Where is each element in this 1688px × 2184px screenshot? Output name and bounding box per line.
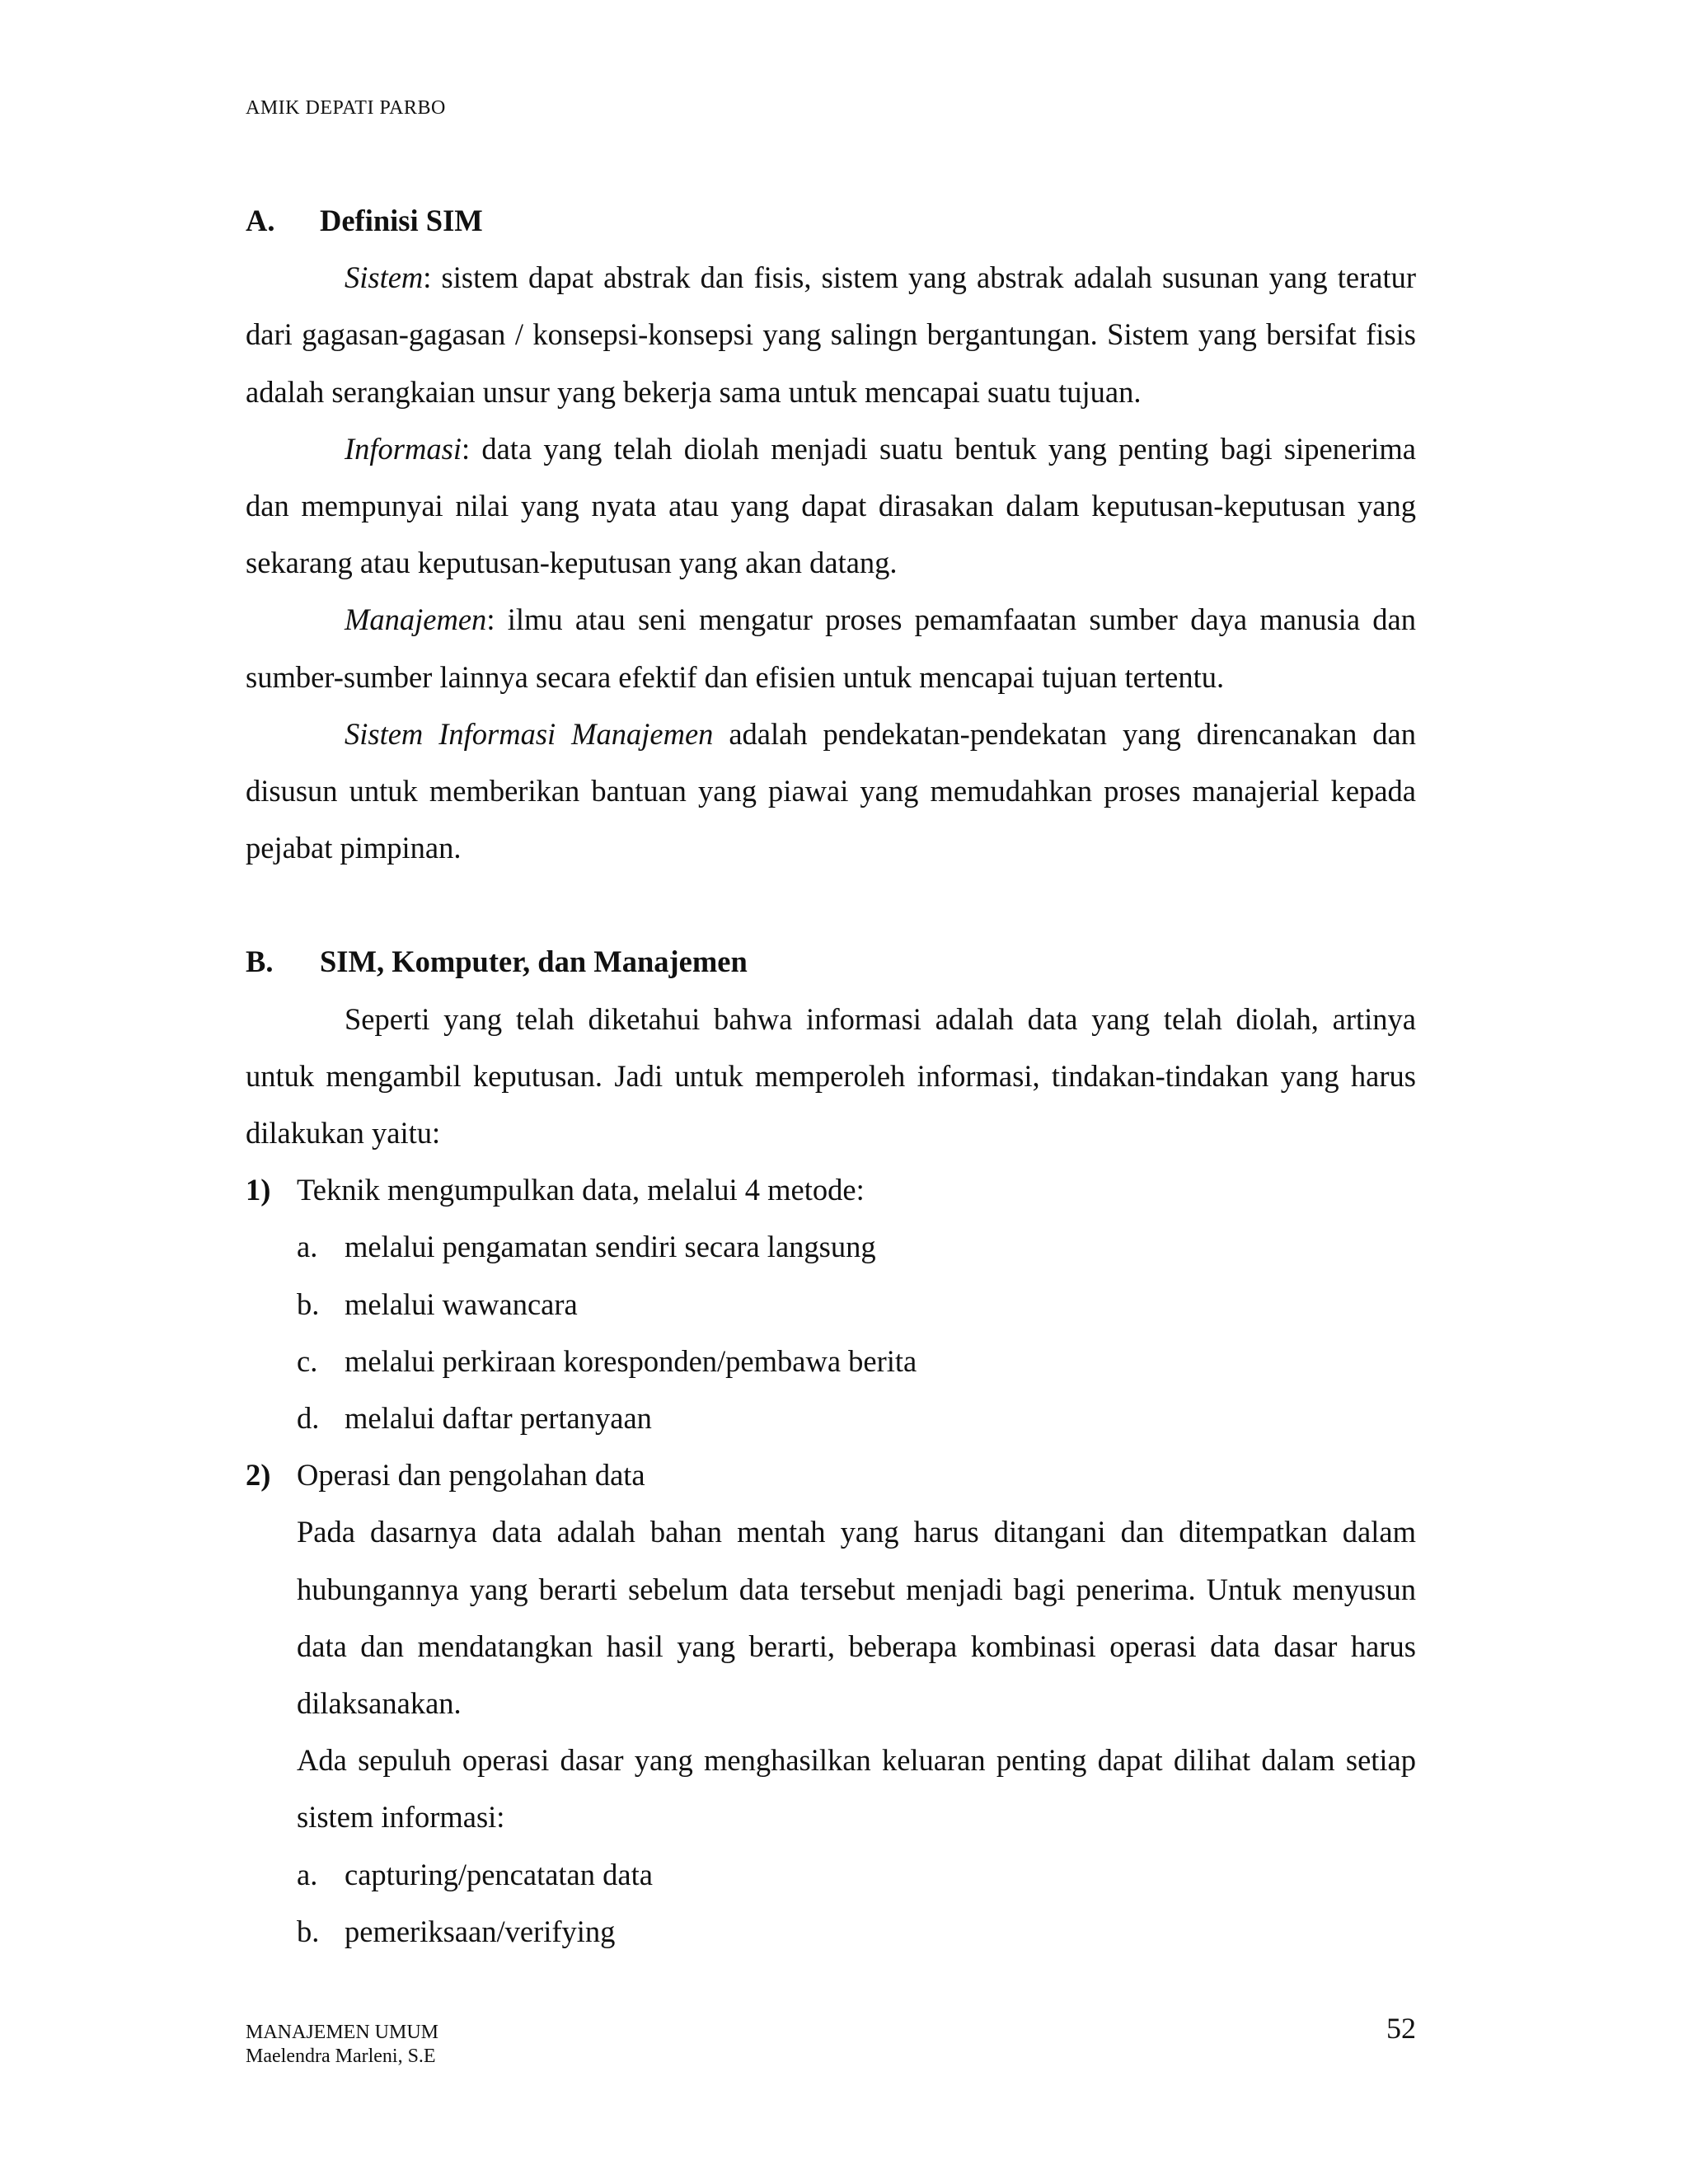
operation-list (297, 1846, 1416, 1960)
definition-sistem (246, 249, 1416, 420)
item-text: Operasi dan pengolahan data (297, 1458, 645, 1493)
item-2-paragraph-1: Pada dasarnya data adalah bahan mentah yang harus ditangani dan ditempatkan dalam hubungannya yang berarti sebelum data tersebut menjadi bagi penerima. Untuk menyusun data dan mendatangkan hasil yang berarti, beberapa kombinasi operasi data dasar harus dilaksanakan. (297, 1515, 1416, 1721)
numbered-item-1 (246, 1161, 1416, 1218)
list-marker: b. (297, 1286, 320, 1321)
section-spacer (246, 876, 1416, 933)
list-item-text: melalui pengamatan sendiri secara langsung (345, 1230, 876, 1264)
list-item (297, 1218, 1416, 1275)
item-number: 2) (246, 1458, 271, 1493)
list-marker: c. (297, 1343, 318, 1378)
definition-text: : ilmu atau seni mengatur proses pemamfaatan sumber daya manusia dan sumber-sumber lainnya secara efektif dan efisien untuk mencapai tujuan tertentu. (246, 602, 1416, 694)
footer-course: MANAJEMEN UMUM (246, 2022, 439, 2043)
list-item (297, 1276, 1416, 1333)
definition-term: Sistem (345, 260, 424, 295)
list-item-text: melalui perkiraan koresponden/pembawa berita (345, 1343, 917, 1378)
item-2-paragraph-2: Ada sepuluh operasi dasar yang menghasilkan keluaran penting dapat dilihat dalam setiap sistem informasi: (297, 1743, 1416, 1835)
method-list (297, 1218, 1416, 1446)
definition-manajemen (246, 591, 1416, 705)
item-number: 1) (246, 1173, 271, 1207)
page-number: 52 (1386, 2012, 1416, 2045)
page-footer (246, 2021, 438, 2069)
section-b-letter: B. (246, 944, 274, 979)
definition-term: Manajemen (345, 602, 487, 637)
list-item (297, 1846, 1416, 1903)
definition-text: : data yang telah diolah menjadi suatu bentuk yang penting bagi sipenerima dan mempunyai nilai yang nyata atau yang dapat dirasakan dalam keputusan-keputusan yang sekarang atau keputusan-keputusan yang akan datang. (246, 431, 1416, 580)
list-marker: a. (297, 1230, 318, 1264)
footer-author: Maelendra Marleni, S.E (246, 2046, 436, 2067)
list-item-text: capturing/pencatatan data (345, 1857, 653, 1891)
section-a-heading (246, 192, 1416, 249)
list-item (297, 1333, 1416, 1390)
definition-text: adalah pendekatan-pendekatan yang direncanakan dan disusun untuk memberikan bantuan yang piawai yang memudahkan proses manajerial kepada pejabat pimpinan. (246, 716, 1416, 865)
definition-text: : sistem dapat abstrak dan fisis, sistem yang abstrak adalah susunan yang teratur dari gagasan-gagasan / konsepsi-konsepsi yang salingn bergantungan. Sistem yang bersifat fisis adalah serangkaian unsur yang bekerja sama untuk mencapai suatu tujuan. (246, 260, 1416, 409)
definition-term: Informasi (345, 431, 462, 466)
item-text: Teknik mengumpulkan data, melalui 4 metode: (297, 1173, 865, 1207)
list-item (297, 1390, 1416, 1446)
page-body (246, 192, 1416, 1960)
definition-term: Sistem Informasi Manajemen (345, 716, 714, 751)
section-a-title: Definisi SIM (320, 204, 483, 237)
definition-sim (246, 705, 1416, 877)
section-b-intro: Seperti yang telah diketahui bahwa informasi adalah data yang telah diolah, artinya untuk mengambil keputusan. Jadi untuk memperoleh informasi, tindakan-tindakan yang harus dilakukan yaitu: (246, 1001, 1416, 1151)
list-item-text: pemeriksaan/verifying (345, 1914, 616, 1948)
running-header: AMIK DEPATI PARBO (246, 97, 446, 119)
list-item (297, 1903, 1416, 1960)
list-item-text: melalui daftar pertanyaan (345, 1401, 652, 1436)
section-b-title: SIM, Komputer, dan Manajemen (320, 944, 748, 979)
list-marker: a. (297, 1857, 318, 1891)
list-item-text: melalui wawancara (345, 1286, 578, 1321)
definition-informasi (246, 420, 1416, 592)
section-b-heading (246, 933, 1416, 990)
section-a-letter: A. (246, 204, 275, 237)
list-marker: d. (297, 1401, 320, 1436)
numbered-item-2 (246, 1446, 1416, 1503)
list-marker: b. (297, 1914, 320, 1948)
